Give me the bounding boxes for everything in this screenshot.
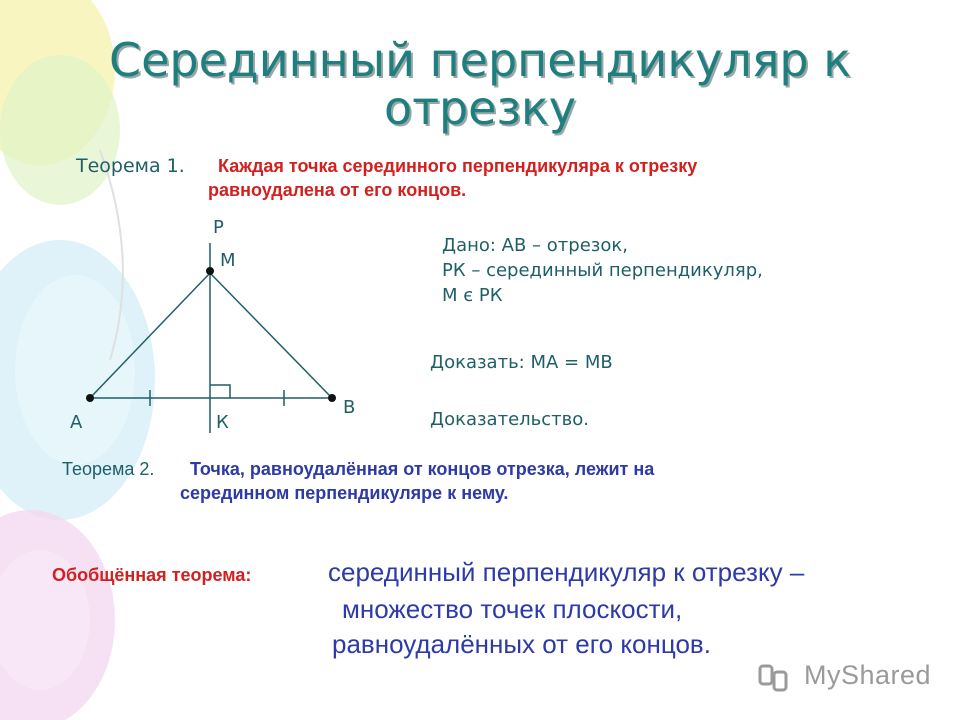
theorem2-label: Теорема 2. <box>62 459 155 479</box>
generalized-theorem-line1: серединный перпендикуляр к отрезку – <box>328 557 805 587</box>
theorem1-text-line1: Каждая точка серединного перпендикуляра к отрезку <box>218 156 698 176</box>
given-line3: М є РК <box>442 285 503 306</box>
theorem1-text-line2: равноудалена от его концов. <box>208 180 467 200</box>
label-m: М <box>220 250 236 271</box>
given-line2: РК – серединный перпендикуляр, <box>442 260 763 281</box>
watermark-text: MyShared <box>804 660 932 690</box>
label-b: В <box>343 397 356 418</box>
geometry-figure <box>40 205 400 440</box>
theorem2-text-line1: Точка, равноудалённая от концов отрезка, лежит на <box>190 459 655 479</box>
label-p: Р <box>213 217 224 238</box>
label-a: А <box>70 412 83 433</box>
given-line1: Дано: АВ – отрезок, <box>442 235 628 256</box>
theorem1-label: Теорема 1. <box>76 155 185 177</box>
theorem2-text-line2: серединном перпендикуляре к нему. <box>180 483 509 503</box>
generalized-theorem-label: Обобщённая теорема: <box>52 565 252 585</box>
point-a <box>86 394 94 402</box>
generalized-theorem-line2: множество точек плоскости, <box>342 594 683 624</box>
given-block <box>442 233 763 308</box>
slide-title: Серединный перпендикуляр к отрезку <box>108 33 852 135</box>
segment-mb <box>210 273 332 398</box>
prove-statement: Доказать: МА = МВ <box>430 352 613 373</box>
segment-ma <box>90 273 210 398</box>
label-k: К <box>216 412 229 433</box>
generalized-theorem-line3: равноудалённых от его концов. <box>332 629 711 659</box>
proof-heading: Доказательство. <box>430 409 589 430</box>
point-m <box>206 267 214 275</box>
right-angle-mark <box>210 385 230 398</box>
point-b <box>328 394 336 402</box>
